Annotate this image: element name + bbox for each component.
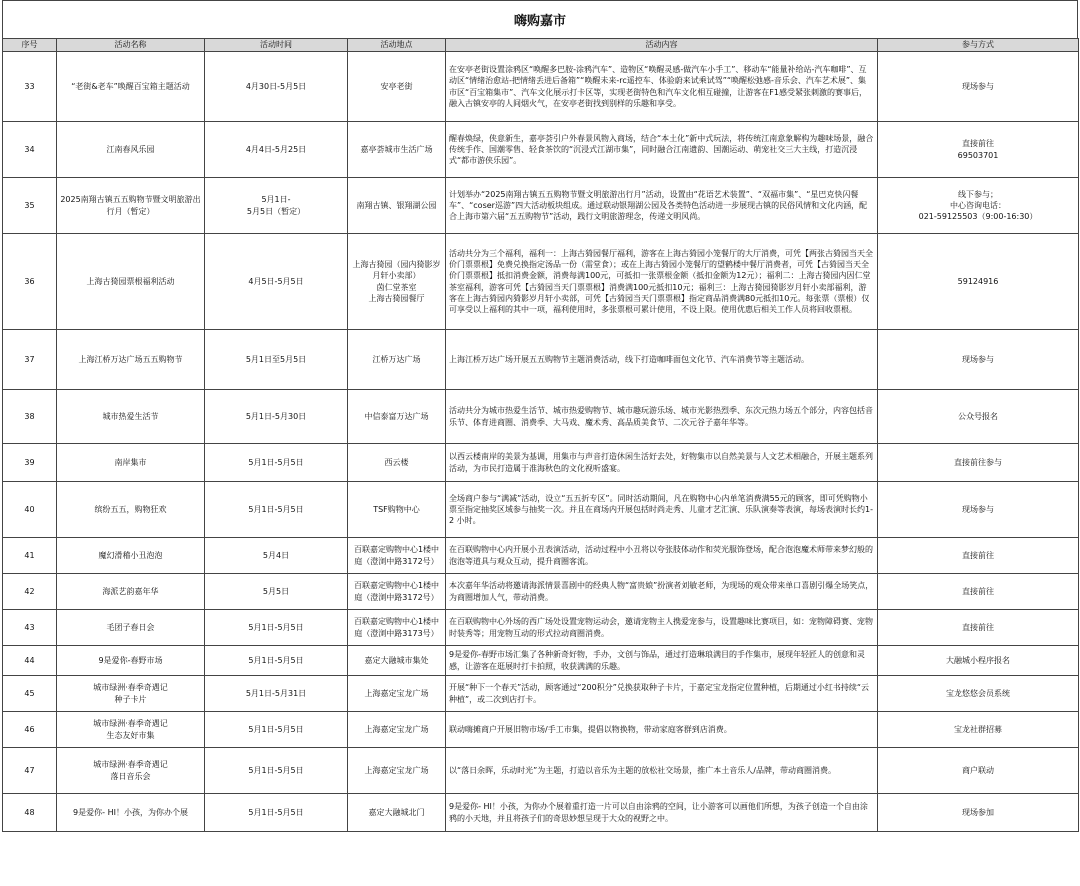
activity-time: 4月30日-5月5日 <box>205 52 348 122</box>
table-row <box>3 748 1079 794</box>
header-content: 活动内容 <box>446 39 878 52</box>
activity-place: 上海嘉定宝龙广场 <box>348 748 446 794</box>
activity-time: 5月1日-5月30日 <box>205 390 348 444</box>
row-number: 48 <box>3 794 57 832</box>
table-row <box>3 712 1079 748</box>
activity-name: 上海古猗园票根福利活动 <box>57 234 205 330</box>
activity-name: “老街&老车”唤醒百宝箱主题活动 <box>57 52 205 122</box>
activity-name: 城市绿洲·春季奇遇记 生态友好市集 <box>57 712 205 748</box>
table-row <box>3 676 1079 712</box>
table-row <box>3 482 1079 538</box>
activity-time: 5月1日-5月5日 <box>205 748 348 794</box>
activity-name: 毛团子春日会 <box>57 610 205 646</box>
activity-time: 5月1日-5月31日 <box>205 676 348 712</box>
participation-method: 现场参与 <box>878 52 1079 122</box>
activity-content: 以西云楼南岸的美景为基调，用集市与声音打造休闲生活好去处，好物集市以自然美景与人文艺术相融合，开展主题系列活动，为市民打造属于准海秋色的文化视听盛宴。 <box>446 444 878 482</box>
row-number: 40 <box>3 482 57 538</box>
row-number: 46 <box>3 712 57 748</box>
row-number: 41 <box>3 538 57 574</box>
activity-time: 5月1日-5月5日 <box>205 646 348 676</box>
activity-name: 9是爱你-春野市场 <box>57 646 205 676</box>
table-row <box>3 390 1079 444</box>
header-name: 活动名称 <box>57 39 205 52</box>
header-no: 序号 <box>3 39 57 52</box>
activity-content: 在百联购物中心外场的西广场处设置宠物运动会，邀请宠物主人携爱宠参与，设置趣味比赛项目，如：宠物障碍赛、宠物时装秀等；用宠物互动的形式拉动商圈消费。 <box>446 610 878 646</box>
activity-name: 南岸集市 <box>57 444 205 482</box>
row-number: 47 <box>3 748 57 794</box>
participation-method: 59124916 <box>878 234 1079 330</box>
activity-content: 本次嘉年华活动将邀请海派情景喜剧中的经典人物“富贵娘”扮演者刘敏老师，为现场的观众带来单口喜剧引爆全场笑点，为商圈增加人气，带动消费。 <box>446 574 878 610</box>
table-row <box>3 610 1079 646</box>
activity-name: 2025南翔古镇五五购物节暨文明旅游出行月（暂定） <box>57 178 205 234</box>
activity-place: 上海古猗园（园内猗影岁月轩小卖部） 茵仁堂茶室 上海古猗园餐厅 <box>348 234 446 330</box>
activity-time: 5月5日 <box>205 574 348 610</box>
participation-method: 公众号报名 <box>878 390 1079 444</box>
activity-content: 全场商户参与“满减”活动，设立“五五折专区”。同时活动期间，凡在购物中心内单笔消费满55元的顾客，即可凭购物小票至指定抽奖区域参与抽奖一次。并且在商场内开展包括时尚走秀、儿童才艺汇演、乐队演奏等表演，每场表演时长约1-2 小时。 <box>446 482 878 538</box>
table-row <box>3 122 1079 178</box>
activity-place: 嘉定大融城市集处 <box>348 646 446 676</box>
table-row <box>3 234 1079 330</box>
activity-content: 开展“种下一个春天”活动，顾客通过“200积分”兑换获取种子卡片，于嘉定宝龙指定位置种植，后期通过小红书持续“云种植”，或二次到店打卡。 <box>446 676 878 712</box>
participation-method: 商户联动 <box>878 748 1079 794</box>
activity-place: 嘉亭荟城市生活广场 <box>348 122 446 178</box>
participation-method: 直接前往 <box>878 574 1079 610</box>
table-body <box>3 52 1079 832</box>
activity-name: 城市绿洲·春季奇遇记 种子卡片 <box>57 676 205 712</box>
activity-place: 江桥万达广场 <box>348 330 446 390</box>
activity-place: 安亭老街 <box>348 52 446 122</box>
row-number: 36 <box>3 234 57 330</box>
activity-time: 5月1日-5月5日 <box>205 444 348 482</box>
activity-time: 5月1日- 5月5日（暂定） <box>205 178 348 234</box>
activity-table <box>2 38 1079 832</box>
row-number: 33 <box>3 52 57 122</box>
activity-place: 上海嘉定宝龙广场 <box>348 676 446 712</box>
activity-content: 在百联购物中心内开展小丑表演活动，活动过程中小丑将以夸张肢体动作和荧光服饰登场，配合泡泡魔术师带来梦幻般的泡泡等道具与观众互动，提升商圈客流。 <box>446 538 878 574</box>
row-number: 45 <box>3 676 57 712</box>
activity-place: 中信泰富万达广场 <box>348 390 446 444</box>
row-number: 42 <box>3 574 57 610</box>
row-number: 34 <box>3 122 57 178</box>
activity-name: 城市热爱生活节 <box>57 390 205 444</box>
activity-content: 以“落日余晖，乐动时光”为主题，打造以音乐为主题的放松社交场景，推广本土音乐人/品牌，带动商圈消费。 <box>446 748 878 794</box>
table-row <box>3 794 1079 832</box>
activity-name: 海派艺韵嘉年华 <box>57 574 205 610</box>
participation-method: 直接前往 <box>878 610 1079 646</box>
table-row <box>3 330 1079 390</box>
row-number: 39 <box>3 444 57 482</box>
activity-name: 9是爱你- HI！小孩，为你办个展 <box>57 794 205 832</box>
activity-time: 5月1日-5月5日 <box>205 794 348 832</box>
header-row <box>3 39 1079 52</box>
activity-content: 在安亭老街设置涂鸦区“唤醒多巴胺-涂鸦汽车”、造物区“唤醒灵感-做汽车小手工”、移动车“能量补给站-汽车咖啡”、互动区“情绪治愈站-把情绪丢进后备箱”“唤醒未来-rc遥控车、体验蔚来试乘试驾”“唤醒松弛感-音乐会、汽车艺术展”、集市区“百宝箱集市”、汽车文化展示打卡区等，实现老街特色和汽车文化相互碰撞，让游客在F1感受紧张刺激的赛事后，融入古镇安亭的人间烟火气，在安亭老街找到别样的乐趣和享受。 <box>446 52 878 122</box>
participation-method: 宝龙社群招募 <box>878 712 1079 748</box>
participation-method: 现场参与 <box>878 330 1079 390</box>
row-number: 43 <box>3 610 57 646</box>
activity-name: 城市绿洲·春季奇遇记 落日音乐会 <box>57 748 205 794</box>
activity-time: 4月5日-5月5日 <box>205 234 348 330</box>
activity-time: 5月1日至5月5日 <box>205 330 348 390</box>
participation-method: 直接前往 <box>878 538 1079 574</box>
table-row <box>3 574 1079 610</box>
activity-place: 百联嘉定购物中心1楼中庭（澄浏中路3172号） <box>348 538 446 574</box>
activity-time: 4月4日-5月25日 <box>205 122 348 178</box>
participation-method: 宝龙悠悠会员系统 <box>878 676 1079 712</box>
table-row <box>3 646 1079 676</box>
row-number: 44 <box>3 646 57 676</box>
table-row <box>3 444 1079 482</box>
activity-place: 百联嘉定购物中心1楼中庭（澄浏中路3172号） <box>348 574 446 610</box>
header-place: 活动地点 <box>348 39 446 52</box>
activity-time: 5月1日-5月5日 <box>205 712 348 748</box>
activity-place: 上海嘉定宝龙广场 <box>348 712 446 748</box>
activity-place: TSF购物中心 <box>348 482 446 538</box>
activity-place: 百联嘉定购物中心1楼中庭（澄浏中路3173号） <box>348 610 446 646</box>
activity-content: 醒春焕绿，侠意新生，嘉亭荟引户外春景风物入商场，结合“本土化”新中式玩法，将传统江南意象解构为趣味场景，融合传统手作、国潮零售、轻食茶饮的“沉浸式江湖市集”，同时融合江南遗韵、国潮运动、萌宠社交三大主线，打造沉浸式“都市游侠乐园”。 <box>446 122 878 178</box>
activity-name: 上海江桥万达广场五五购物节 <box>57 330 205 390</box>
activity-content: 上海江桥万达广场开展五五购物节主题消费活动，线下打造咖啡面包文化节、汽车消费节等主题活动。 <box>446 330 878 390</box>
activity-name: 江南春风乐园 <box>57 122 205 178</box>
participation-method: 直接前往 69503701 <box>878 122 1079 178</box>
participation-method: 现场参与 <box>878 482 1079 538</box>
activity-name: 缤纷五五，购物狂欢 <box>57 482 205 538</box>
table-row <box>3 538 1079 574</box>
participation-method: 线下参与； 中心咨询电话： 021-59125503（9:00-16:30） <box>878 178 1079 234</box>
activity-place: 南翔古镇、银翔湖公园 <box>348 178 446 234</box>
activity-place: 嘉定大融城北门 <box>348 794 446 832</box>
table-row <box>3 178 1079 234</box>
row-number: 38 <box>3 390 57 444</box>
activity-content: 9是爱你- HI！小孩，为你办个展着重打造一片可以自由涂鸦的空间，让小游客可以画他们所想，为孩子创造一个自由涂鸦的小天地，并且将孩子们的奇思妙想呈现于大众的视野之中。 <box>446 794 878 832</box>
activity-content: 联动嗨摊商户开展旧物市场/手工市集，提倡以物换物，带动家庭客群到店消费。 <box>446 712 878 748</box>
table-row <box>3 52 1079 122</box>
row-number: 37 <box>3 330 57 390</box>
activity-time: 5月1日-5月5日 <box>205 482 348 538</box>
activity-name: 魔幻滑稽小丑泡泡 <box>57 538 205 574</box>
activity-place: 西云楼 <box>348 444 446 482</box>
activity-content: 活动共分为三个福利，福利一：上海古猗园餐厅福利，游客在上海古猗园小笼餐厅的大厅消费，可凭【两张古猗园当天全价门票票根】免费兑换指定汤品一份（需堂食）；或在上海古猗园小笼餐厅的望鹤楼中餐厅消费者，可凭【古猗园当天全价门票票根】抵扣消费金额，消费每满100元，可抵扣一张票根金额（抵扣金额为12元）；福利二：上海古猗园内因仁堂茶室福利，游客可凭【古猗园当天门票票根】消费满100元抵扣10元；福利三：上海古猗园猗影岁月轩小卖部福利，游客在上海古猗园内猗影岁月轩小卖部，可凭【古猗园当天门票票根】指定商品消费满80元抵扣10元。每张票（票根）仅可享受以上福利的其中一项，福利使用时，多张票根可累计使用，不设上限。使用优惠后相关工作人员将回收票根。 <box>446 234 878 330</box>
header-method: 参与方式 <box>878 39 1079 52</box>
activity-content: 9是爱你-春野市场汇集了各种新奇好物，手办，文创与饰品，通过打造琳琅满目的手作集市，展现年轻匠人的创意和灵感，让游客在逛展时打卡拍照，收获满满的乐趣。 <box>446 646 878 676</box>
row-number: 35 <box>3 178 57 234</box>
page-title: 嗨购嘉市 <box>2 0 1078 38</box>
header-time: 活动时间 <box>205 39 348 52</box>
participation-method: 现场参加 <box>878 794 1079 832</box>
activity-content: 活动共分为城市热爱生活节、城市热爱购物节、城市趣玩游乐场、城市光影热烈季、东次元热力场五个部分，内容包括音乐节、体育进商圈、消费季、大马戏、魔术秀、高品质美食节、二次元谷子嘉年华等。 <box>446 390 878 444</box>
activity-time: 5月1日-5月5日 <box>205 610 348 646</box>
participation-method: 直接前往参与 <box>878 444 1079 482</box>
activity-content: 计划举办“2025南翔古镇五五购物节暨文明旅游出行月”活动，设置由“花语艺术装置”、“双福市集”、“星巴克快闪餐车”、“coser巡游”四大活动板块组成。通过联动银翔湖公园及各类特色活动进一步展现古镇的民俗风情和文化内涵，配合上海市第六届“五五购物节”活动，践行文明旅游理念，传递文明风尚。 <box>446 178 878 234</box>
activity-time: 5月4日 <box>205 538 348 574</box>
participation-method: 大融城小程序报名 <box>878 646 1079 676</box>
